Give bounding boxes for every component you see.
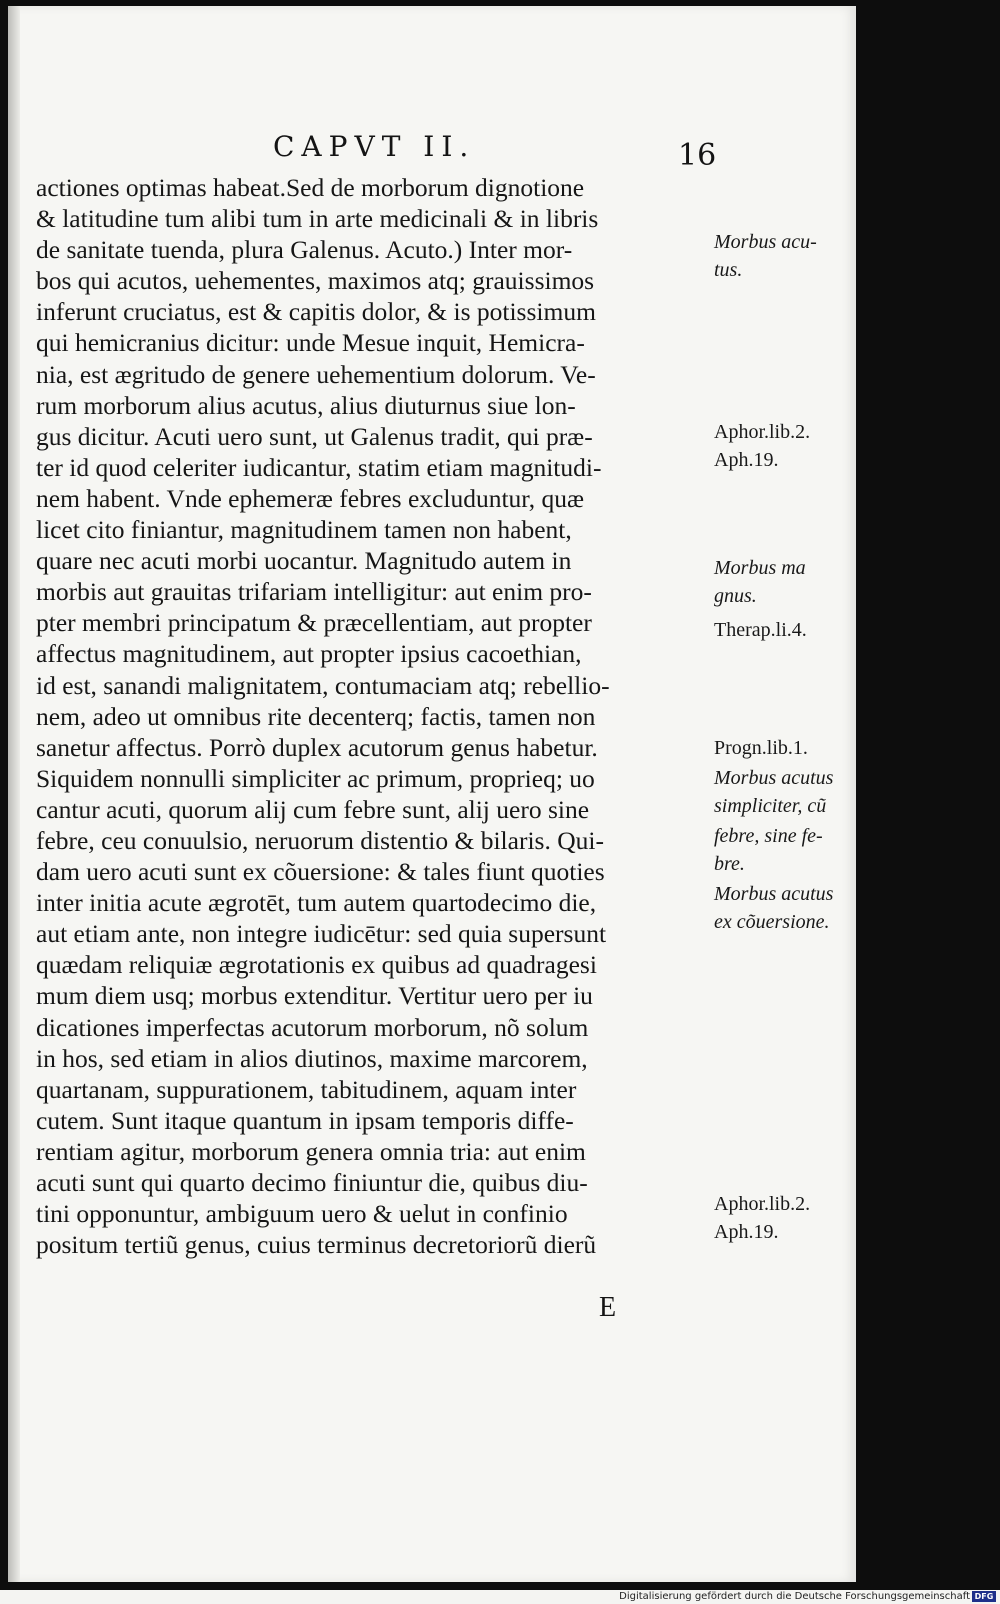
text-line: inferunt cruciatus, est & capitis dolor, & is potissimum <box>36 297 596 327</box>
text-line: cantur acuti, quorum alij cum febre sunt, alij uero sine <box>36 794 590 824</box>
margin-note-aphorism-reference <box>714 418 864 474</box>
margin-note-line: Aph.19. <box>714 1221 779 1243</box>
text-line: positum tertiũ genus, cuius terminus decretoriorũ dierũ <box>36 1230 597 1260</box>
dfg-logo: DFG <box>972 1591 996 1602</box>
text-line: licet cito finiantur, magnitudinem tamen non habent, <box>36 515 572 545</box>
margin-note-line: Aphor.lib.2. <box>714 1193 811 1215</box>
text-line: nia, est ægritudo de genere uehementium dolorum. Ve- <box>36 359 596 389</box>
margin-note-line: Morbus ma <box>714 557 806 579</box>
margin-note-prognostics-reference <box>714 734 864 762</box>
text-line: quædam reliquiæ ægrotationis ex quibus ad quadragesi <box>36 950 597 980</box>
margin-note-line: bre. <box>714 853 745 875</box>
margin-note-morbus-acutus-simpliciter <box>714 764 864 820</box>
margin-note-line: ex cõuersione. <box>714 911 830 933</box>
margin-note-line: Morbus acutus <box>714 883 834 905</box>
text-line: mum diem usq; morbus extenditur. Vertitur uero per iu <box>36 981 593 1011</box>
text-line: morbis aut grauitas trifariam intelligitur: aut enim pro- <box>36 577 592 607</box>
funding-credit: Digitalisierung gefördert durch die Deutsche Forschungsgemeinschaft <box>619 1591 970 1602</box>
text-line: inter initia acute ægrotēt, tum autem quartodecimo die, <box>36 888 597 918</box>
margin-note-line: gnus. <box>714 585 757 607</box>
text-line: nem habent. Vnde ephemeræ febres excluduntur, quæ <box>36 483 585 513</box>
body-text <box>36 172 708 1260</box>
text-line: tini opponuntur, ambiguum uero & uelut in confinio <box>36 1199 568 1229</box>
text-line: quare nec acuti morbi uocantur. Magnitudo autem in <box>36 546 572 576</box>
text-line: sanetur affectus. Porrò duplex acutorum genus habetur. <box>36 732 598 762</box>
text-line: actiones optimas habeat.Sed de morborum dignotione <box>36 173 585 202</box>
text-line: rum morborum alius acutus, alius diuturnus siue lon- <box>36 390 576 420</box>
text-line: febre, ceu conuulsio, neruorum distentio & bilaris. Qui- <box>36 825 604 855</box>
text-line: in hos, sed etiam in alios diutinos, maxime marcorem, <box>36 1043 588 1073</box>
text-line: gus dicitur. Acuti uero sunt, ut Galenus tradit, qui præ- <box>36 421 593 451</box>
margin-note-morbus-acutus-conuersione <box>714 880 864 936</box>
margin-note-morbus-magnus <box>714 554 864 610</box>
text-line: ter id quod celeriter iudicantur, statim etiam magnitudi- <box>36 452 602 482</box>
page-number: 16 <box>678 138 717 173</box>
signature-mark: E <box>599 1292 617 1323</box>
text-line: affectus magnitudinem, aut propter ipsius cacoethian, <box>36 639 582 669</box>
running-head: CAPVT II. <box>273 130 476 163</box>
text-line: id est, sanandi malignitatem, contumaciam atq; rebellio- <box>36 670 610 700</box>
text-line: de sanitate tuenda, plura Galenus. Acuto.) Inter mor- <box>36 235 573 265</box>
margin-note-line: Morbus acu- <box>714 231 817 253</box>
margin-note-line: Aph.19. <box>714 449 779 471</box>
text-line: dicationes imperfectas acutorum morborum, nõ solum <box>36 1012 589 1042</box>
margin-note-aphorism-reference-2 <box>714 1190 864 1246</box>
margin-note-line: Aphor.lib.2. <box>714 421 811 443</box>
text-line: qui hemicranius dicitur: unde Mesue inquit, Hemicra- <box>36 328 585 358</box>
text-line: & latitudine tum alibi tum in arte medicinali & in libris <box>36 204 599 234</box>
margin-note-line: simpliciter, cũ <box>714 795 827 817</box>
text-line: pter membri principatum & præcellentiam, aut propter <box>36 608 592 638</box>
text-line: dam uero acuti sunt ex cõuersione: & tales fiunt quoties <box>36 857 605 887</box>
digitization-footer <box>0 1590 1000 1604</box>
margin-note-morbus-acutus <box>714 228 864 284</box>
margin-note-line: Progn.lib.1. <box>714 737 808 759</box>
text-line: nem, adeo ut omnibus rite decenterq; factis, tamen non <box>36 701 596 731</box>
text-line: rentiam agitur, morborum genera omnia tria: aut enim <box>36 1136 586 1166</box>
page-gutter <box>8 6 20 1582</box>
book-page <box>8 6 856 1582</box>
margin-note-line: febre, sine fe- <box>714 825 823 847</box>
text-line: Siquidem nonnulli simpliciter ac primum, proprieq; uo <box>36 763 595 793</box>
text-line: cutem. Sunt itaque quantum in ipsam temporis diffe- <box>36 1105 574 1135</box>
text-line: quartanam, suppurationem, tabitudinem, aquam inter <box>36 1074 577 1104</box>
margin-note-febre <box>714 822 864 878</box>
margin-note-line: tus. <box>714 259 743 281</box>
text-line: aut etiam ante, non integre iudicētur: sed quia supersunt <box>36 919 607 949</box>
margin-note-therapeutics-reference <box>714 616 864 644</box>
margin-note-line: Therap.li.4. <box>714 619 807 641</box>
page-header <box>8 130 856 173</box>
margin-note-line: Morbus acutus <box>714 767 834 789</box>
text-line: acuti sunt qui quarto decimo finiuntur die, quibus diu- <box>36 1168 588 1197</box>
text-line: bos qui acutos, uehementes, maximos atq; grauissimos <box>36 266 595 296</box>
